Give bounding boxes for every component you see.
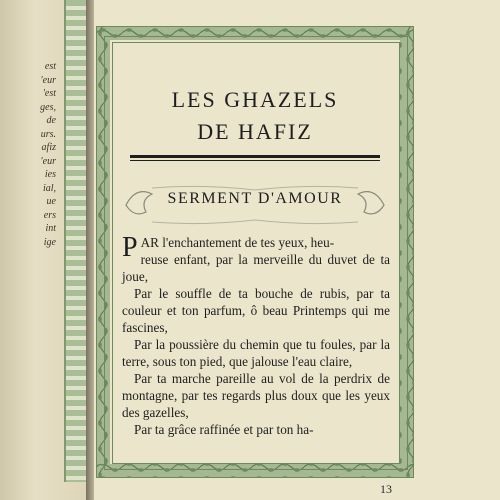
left-fragment: ers [43,209,56,221]
left-fragment: de [46,115,56,126]
left-fragment: 'est [42,88,56,99]
left-fragment: 'eur [40,74,56,86]
poem-first-line [122,232,390,263]
poem-line: Par ta grâce raffinée et par ton ha- [134,422,314,437]
poem-line: Par le souffle de ta bouche de rubis, par ta couleur et ton parfum, ô beau Printemps qui me fascines, [122,286,390,335]
left-page [0,0,88,500]
book-title [112,84,398,148]
poem-body [122,234,390,438]
left-fragment: ige [43,236,56,248]
left-fragment: afiz [41,142,56,153]
title-rule-thick [130,155,380,158]
left-vine-border [64,0,88,482]
left-page-text [0,60,60,249]
left-fragment: ial, [42,182,56,194]
left-fragment: int [45,223,56,234]
left-fragment: ges, [40,101,56,113]
poem-smallcaps: AR [140,235,159,250]
section-title: SERMENT D'AMOUR [167,190,343,207]
drop-cap: P [122,232,138,263]
poem-line: Par la poussière du chemin que tu foules, par la terre, sous ton pied, que jalouse l'eau claire, [122,337,390,369]
title-rule-thin [130,160,380,161]
left-fragment: ies [44,169,56,180]
left-fragment: ue [46,196,56,207]
left-fragment: est [44,61,56,72]
title-line-2: DE HAFIZ [197,119,313,144]
poem-line: l'enchantement de tes yeux, heu- [158,235,335,250]
page-number: 13 [380,482,392,496]
left-fragment: 'eur [40,155,56,167]
poem-line: Par ta marche pareille au vol de la perdrix de montagne, par tes regards plus doux que les yeux des gazelles, [122,371,390,420]
poem-line: reuse enfant, par la merveille du duvet de ta joue, [122,252,390,284]
left-fragment: urs. [40,128,56,140]
title-line-1: LES GHAZELS [171,87,339,112]
